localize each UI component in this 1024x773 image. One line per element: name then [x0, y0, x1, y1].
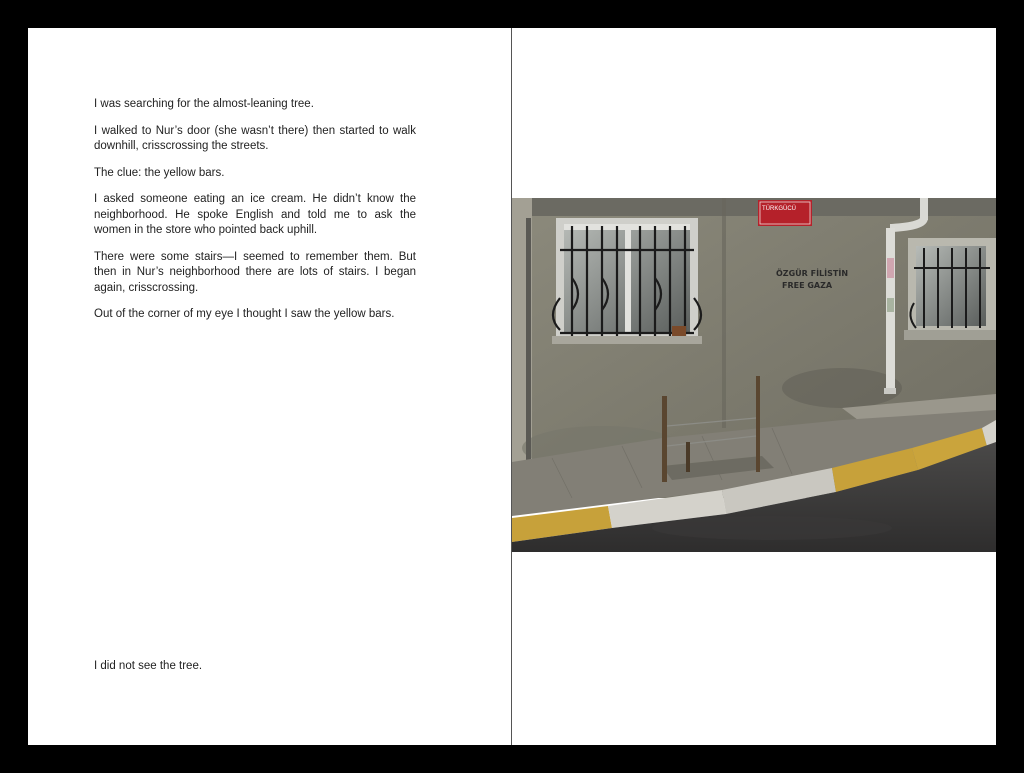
paragraph: There were some stairs—I seemed to remember them. But then in Nur’s neighborhood there are lots of stairs. I began again, crisscrossing.: [94, 250, 416, 294]
street-photo: [512, 198, 996, 552]
street-sign: [758, 200, 812, 226]
paragraph: I walked to Nur’s door (she wasn’t there) then started to walk downhill, crisscrossing the streets.: [94, 124, 416, 152]
body-text: [94, 97, 416, 334]
left-page: [28, 28, 511, 745]
paragraph: Out of the corner of my eye I thought I saw the yellow bars.: [94, 308, 395, 320]
graffiti-text-2: FREE GAZA: [782, 281, 833, 290]
barred-window-right: [904, 238, 996, 340]
right-page: [512, 28, 996, 745]
book-spread: [28, 28, 996, 745]
paragraph: I asked someone eating an ice cream. He didn’t know the neighborhood. He spoke English and told me to ask the women in the store who pointed back uphill.: [94, 193, 416, 236]
closing-line: I did not see the tree.: [94, 660, 203, 672]
barred-window-left: [552, 218, 702, 344]
paragraph: I was searching for the almost-leaning tree.: [94, 98, 314, 110]
paragraph: The clue: the yellow bars.: [94, 166, 225, 179]
street-sign-text: TÜRKGÜCÜ: [762, 206, 796, 212]
graffiti-text-1: ÖZGÜR FİLİSTİN: [776, 269, 849, 278]
